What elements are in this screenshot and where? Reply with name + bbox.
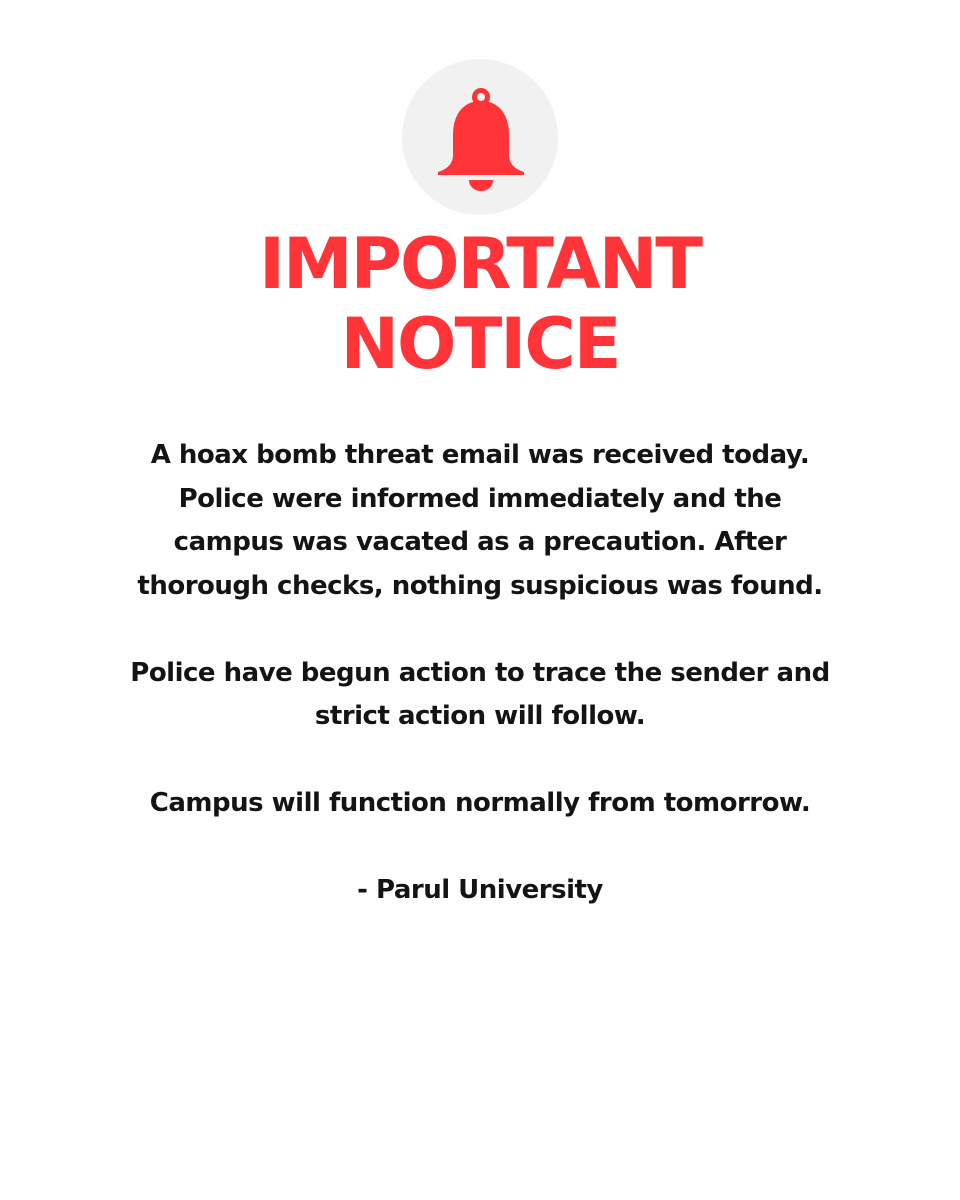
notice-signature: - Parul University: [357, 875, 603, 905]
notice-paragraph-1: A hoax bomb threat email was received today. Police were informed immediately and the campus was vacated as a precaution. After thorough checks, nothing suspicious was found.: [137, 440, 823, 601]
bell-icon-badge: [402, 59, 558, 215]
notice-paragraph-2: Police have begun action to trace the sender and strict action will follow.: [130, 657, 830, 731]
title-line-2: NOTICE: [340, 303, 620, 385]
bell-icon: [402, 59, 558, 215]
notice-paragraph-3: Campus will function normally from tomorrow.: [149, 788, 811, 818]
title-line-1: IMPORTANT: [258, 223, 702, 305]
notice-body: [120, 434, 840, 956]
page-title: [0, 224, 960, 384]
